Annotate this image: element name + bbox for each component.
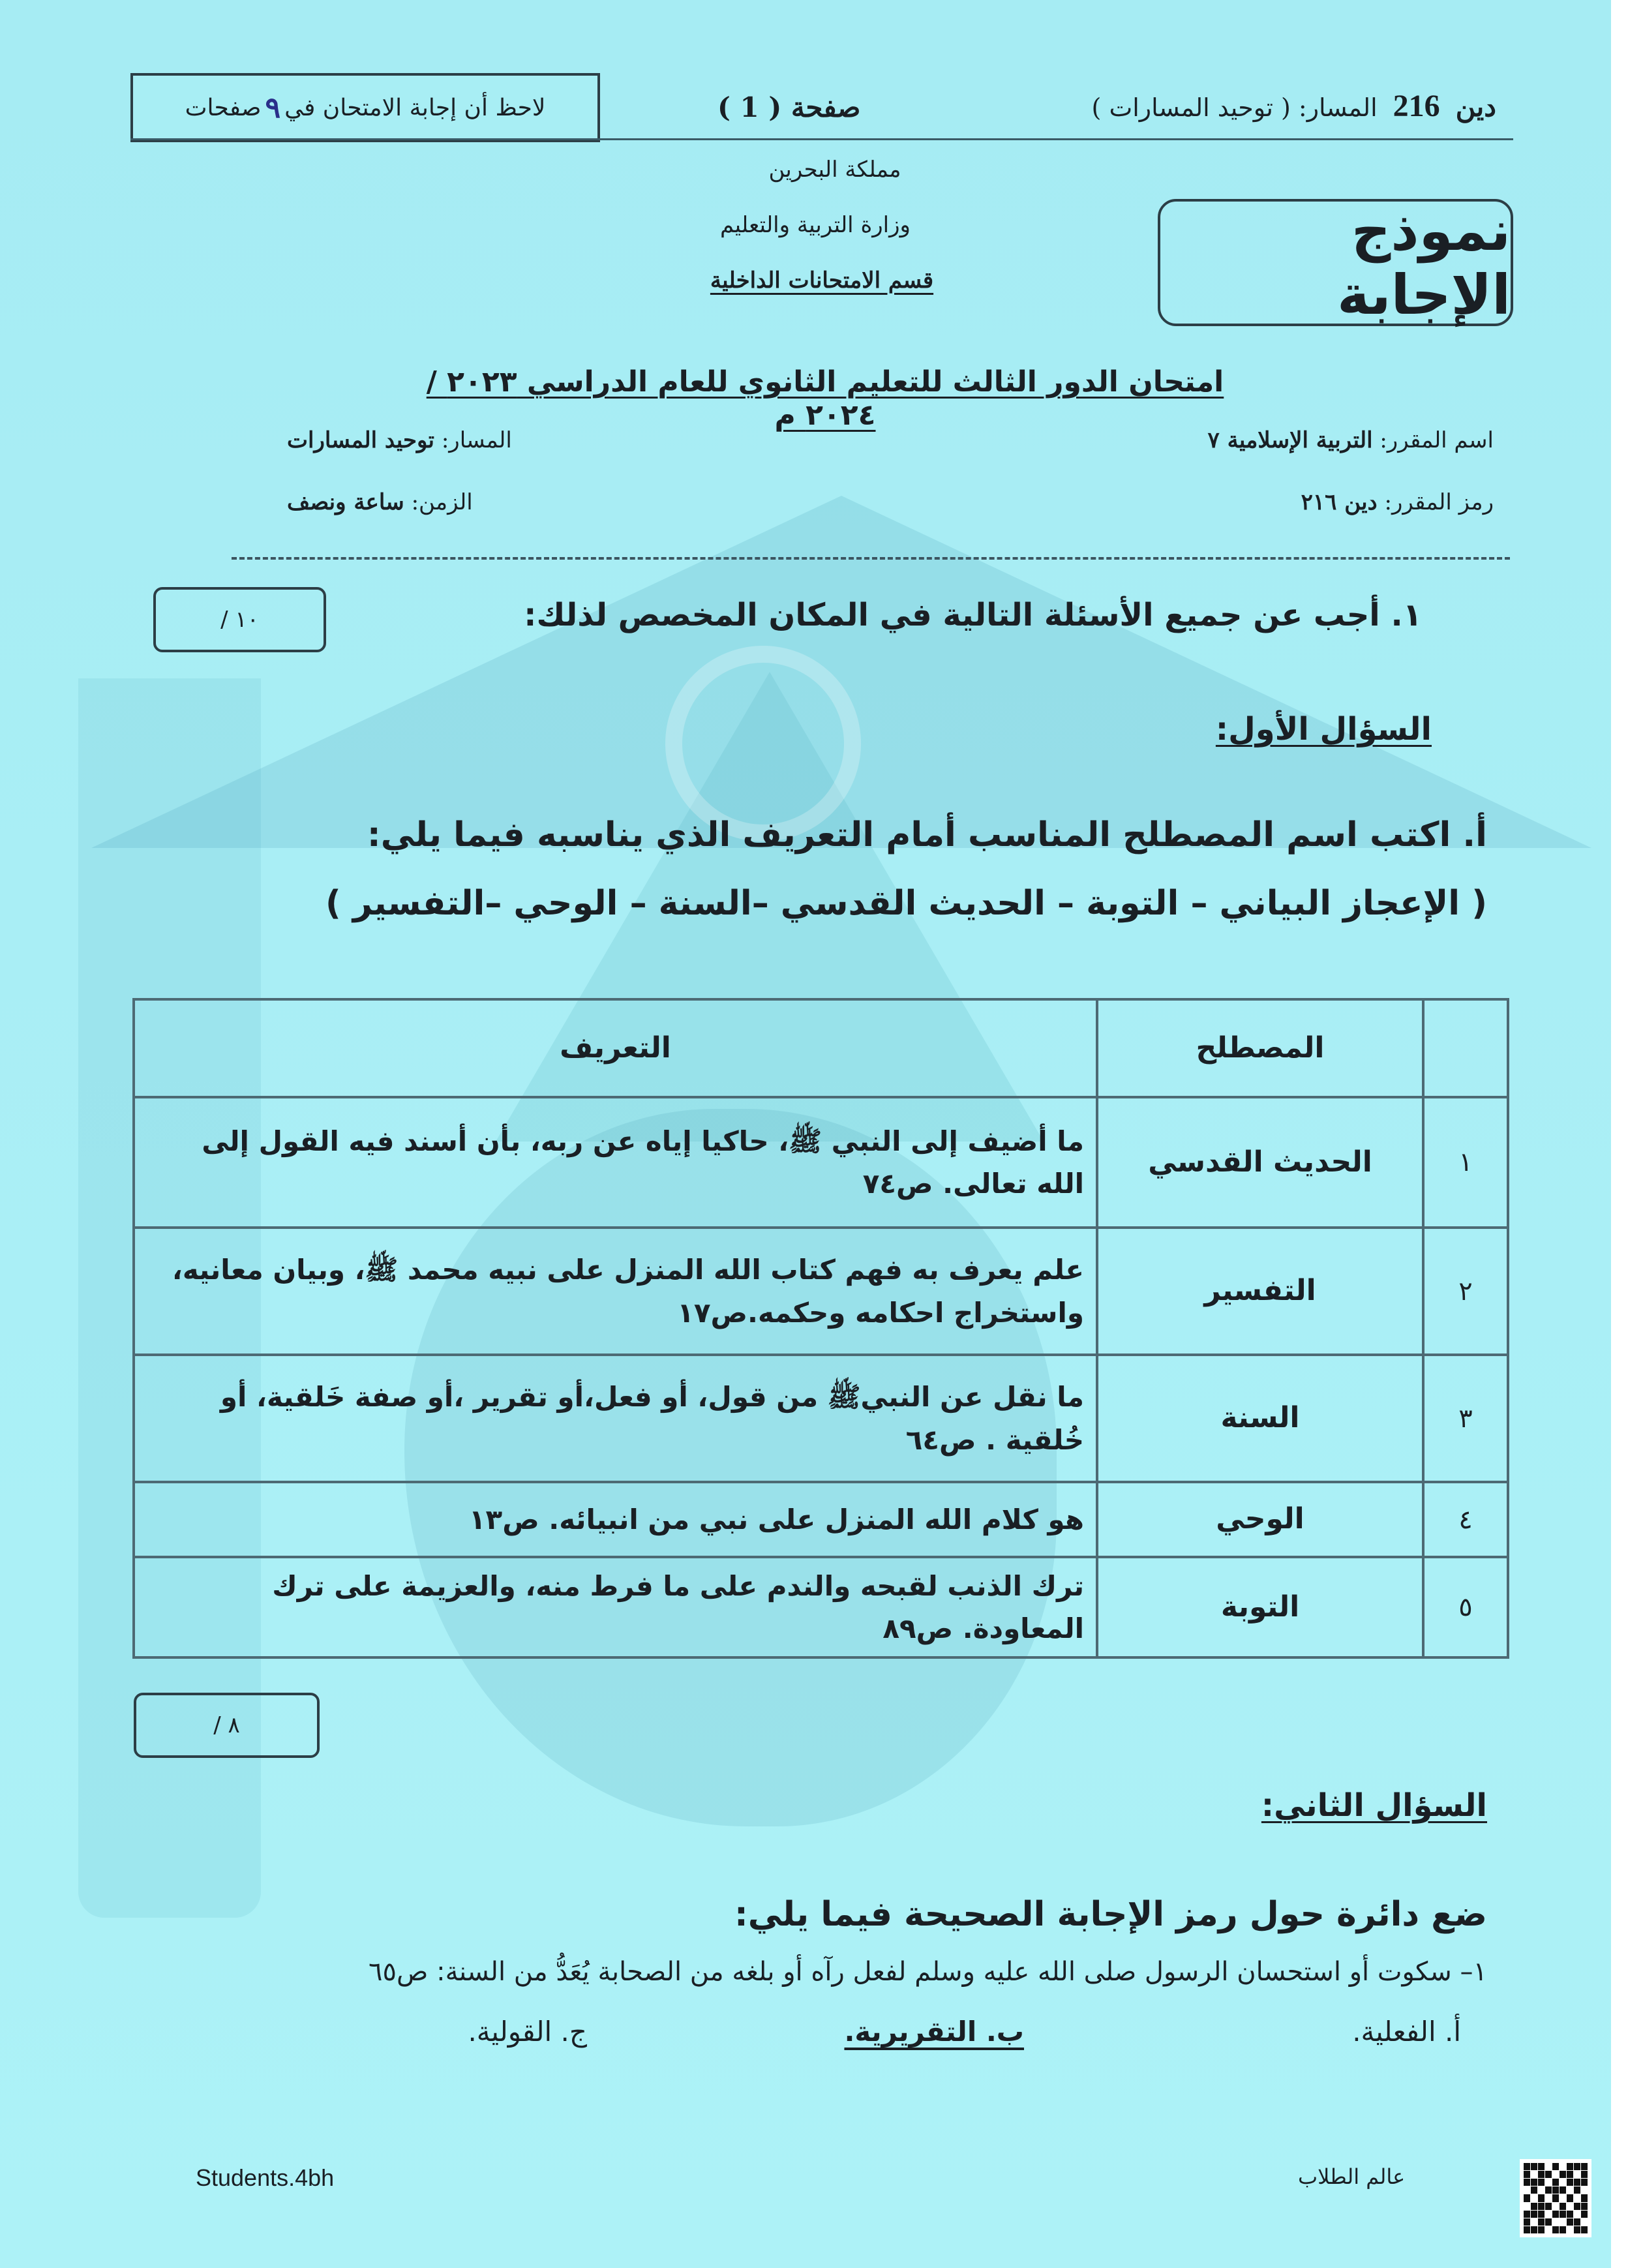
row-number: ٣ bbox=[1423, 1355, 1508, 1482]
score-box-section1: / ١٠ bbox=[153, 587, 326, 652]
table-row bbox=[134, 1097, 1508, 1228]
footer-arabic-label: عالم الطلاب bbox=[1298, 2164, 1406, 2189]
row-definition: ما نقل عن النبيﷺ من قول، أو فعل،أو تقرير ،أو صفة خَلقية، أو خُلقية . ص٦٤ bbox=[134, 1355, 1097, 1482]
exam-title: امتحان الدور الثالث للتعليم الثانوي للعام الدراسي ٢٠٢٣ / ٢٠٢٤ م bbox=[426, 365, 1224, 432]
option-a[interactable]: أ. الفعلية. bbox=[1352, 2016, 1461, 2048]
table-row bbox=[134, 1355, 1508, 1482]
option-b-correct[interactable]: ب. التقريرية. bbox=[844, 2016, 1024, 2048]
track-label: المسار: ( توحيد المسارات ) bbox=[1091, 93, 1378, 122]
row-definition: علم يعرف به فهم كتاب الله المنزل على نبيه محمد ﷺ، وبيان معانيه، واستخراج احكامه وحكمه.ص١٧ bbox=[134, 1228, 1097, 1355]
answer-key-title: نموذج الإجابة bbox=[1158, 199, 1513, 326]
page-number: صفحة ( 1 ) bbox=[717, 91, 861, 123]
note-suffix: صفحات bbox=[185, 94, 262, 121]
row-definition: ما أضيف إلى النبي ﷺ، حاكيا إياه عن ربه، بأن أسند فيه القول إلى الله تعالى. ص٧٤ bbox=[134, 1097, 1097, 1228]
col-header-definition: التعريف bbox=[134, 999, 1097, 1097]
word-bank: ( الإعجاز البياني – التوبة – الحديث القدسي –السنة – الوحي –التفسير ) bbox=[325, 884, 1487, 923]
option-c[interactable]: ج. القولية. bbox=[468, 2016, 587, 2048]
course-code-field-label: رمز المقرر: bbox=[1384, 489, 1494, 515]
table-row bbox=[134, 1228, 1508, 1355]
mcq-options-1 bbox=[222, 2016, 1461, 2048]
mcq-item-1: ١– سكوت أو استحسان الرسول صلى الله عليه وسلم لفعل رآه أو بلغه من الصحابة يُعَدُّ من السنة: ص٦٥ bbox=[369, 1957, 1487, 1987]
track-field-label: المسار: bbox=[441, 427, 512, 453]
row-number: ٢ bbox=[1423, 1228, 1508, 1355]
course-name-field bbox=[1207, 427, 1494, 453]
department-name: قسم الامتحانات الداخلية bbox=[710, 267, 934, 294]
track-field bbox=[287, 427, 512, 453]
note-pages-count: ٩ bbox=[265, 91, 281, 125]
kingdom-name: مملكة البحرين bbox=[768, 157, 901, 183]
row-number: ٤ bbox=[1423, 1482, 1508, 1557]
definitions-table bbox=[132, 998, 1509, 1659]
question1-heading: السؤال الأول: bbox=[1215, 711, 1432, 748]
course-code-number: 216 bbox=[1393, 89, 1440, 123]
table-header-row bbox=[134, 999, 1508, 1097]
time-field-value: ساعة ونصف bbox=[287, 489, 404, 515]
table-row bbox=[134, 1557, 1508, 1657]
footer-site-label: Students.4bh bbox=[196, 2164, 335, 2191]
section-divider bbox=[232, 557, 1510, 560]
row-number: ١ bbox=[1423, 1097, 1508, 1228]
question2-heading: السؤال الثاني: bbox=[1261, 1787, 1487, 1824]
course-code-field bbox=[1301, 489, 1494, 515]
section1-instruction: ١. أجب عن جميع الأسئلة التالية في المكان المخصص لذلك: bbox=[524, 597, 1422, 633]
row-definition: هو كلام الله المنزل على نبي من انبيائه. ص١٣ bbox=[134, 1482, 1097, 1557]
ministry-name: وزارة التربية والتعليم bbox=[720, 212, 911, 238]
score-box-question2: / ٨ bbox=[134, 1693, 320, 1758]
note-prefix: لاحظ أن إجابة الامتحان في bbox=[284, 94, 546, 121]
track-field-value: توحيد المسارات bbox=[287, 427, 435, 453]
watermark-cap-shape bbox=[91, 496, 1591, 848]
course-name-label: اسم المقرر: bbox=[1379, 427, 1494, 453]
row-term: الوحي bbox=[1097, 1482, 1423, 1557]
row-term: الحديث القدسي bbox=[1097, 1097, 1423, 1228]
row-number: ٥ bbox=[1423, 1557, 1508, 1657]
time-field-label: الزمن: bbox=[411, 489, 473, 515]
question2-instruction: ضع دائرة حول رمز الإجابة الصحيحة فيما يلي: bbox=[734, 1895, 1487, 1934]
watermark-globe-icon bbox=[665, 646, 861, 841]
row-definition: ترك الذنب لقبحه والندم على ما فرط منه، والعزيمة على ترك المعاودة. ص٨٩ bbox=[134, 1557, 1097, 1657]
row-term: السنة bbox=[1097, 1355, 1423, 1482]
question1-part-a: أ. اكتب اسم المصطلح المناسب أمام التعريف الذي يناسبه فيما يلي: bbox=[367, 815, 1487, 854]
course-code-field-value: دين ٢١٦ bbox=[1301, 489, 1378, 515]
course-name-value: التربية الإسلامية ٧ bbox=[1207, 427, 1373, 453]
row-term: التوبة bbox=[1097, 1557, 1423, 1657]
header-divider bbox=[130, 138, 1513, 140]
pages-note-box bbox=[130, 73, 600, 142]
course-code-label: دين bbox=[1455, 91, 1496, 123]
table-row bbox=[134, 1482, 1508, 1557]
row-term: التفسير bbox=[1097, 1228, 1423, 1355]
qr-code-icon bbox=[1520, 2159, 1591, 2237]
time-field bbox=[287, 489, 473, 515]
col-header-term: المصطلح bbox=[1097, 999, 1423, 1097]
col-header-num bbox=[1423, 999, 1508, 1097]
course-header bbox=[1092, 88, 1496, 124]
